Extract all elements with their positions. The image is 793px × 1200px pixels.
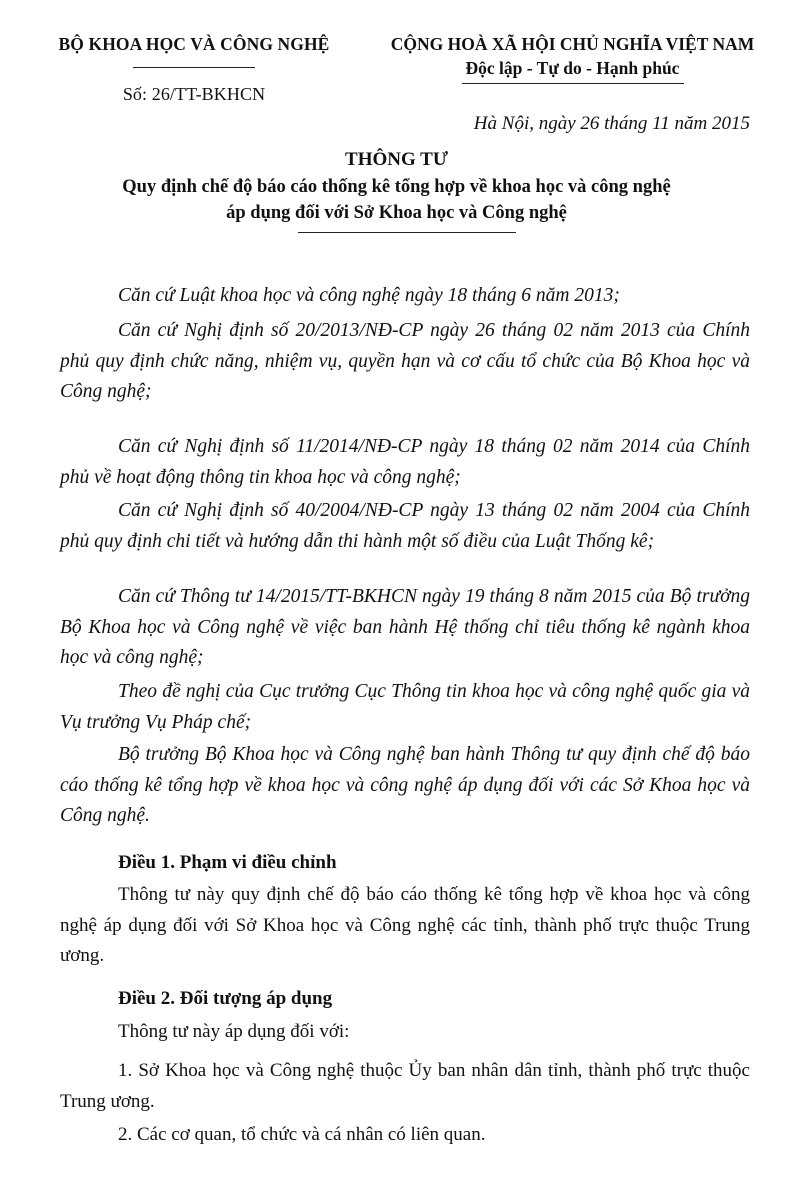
article-2-intro: Thông tư này áp dụng đối với: bbox=[118, 1021, 350, 1042]
ministry-underline bbox=[133, 67, 255, 68]
preamble-paragraph: Căn cứ Thông tư 14/2015/TT-BKHCN ngày 19 tháng 8 năm 2015 của Bộ trưởng Bộ Khoa học và Công nghệ về việc ban hành Hệ thống chỉ tiêu thống kê ngành khoa học và công nghệ; bbox=[60, 586, 750, 668]
preamble-paragraph: Căn cứ Nghị định số 20/2013/NĐ-CP ngày 26 tháng 02 năm 2013 của Chính phủ quy định chức năng, nhiệm vụ, quyền hạn và cơ cấu tổ chức của Bộ Khoa học và Công nghệ; bbox=[60, 320, 750, 402]
preamble-paragraph: Bộ trưởng Bộ Khoa học và Công nghệ ban hành Thông tư quy định chế độ báo cáo thống kê tổng hợp về khoa học và công nghệ áp dụng đối với các Sở Khoa học và Công nghệ. bbox=[60, 744, 750, 826]
title-underline bbox=[298, 232, 516, 233]
national-header-block bbox=[380, 34, 765, 84]
issuer-block bbox=[36, 34, 352, 105]
preamble-paragraph: Căn cứ Nghị định số 11/2014/NĐ-CP ngày 18 tháng 02 năm 2014 của Chính phủ về hoạt động thông tin khoa học và công nghệ; bbox=[60, 436, 750, 488]
ministry-name: BỘ KHOA HỌC VÀ CÔNG NGHỆ bbox=[58, 34, 330, 54]
preamble-paragraph: Căn cứ Luật khoa học và công nghệ ngày 18 tháng 6 năm 2013; bbox=[118, 285, 620, 306]
document-title-line-1: Quy định chế độ báo cáo thống kê tổng hợp về khoa học và công nghệ bbox=[122, 177, 671, 197]
preamble-paragraph: Căn cứ Nghị định số 40/2004/NĐ-CP ngày 13 tháng 02 năm 2004 của Chính phủ quy định chi tiết và hướng dẫn thi hành một số điều của Luật Thống kê; bbox=[60, 500, 750, 552]
article-2-item: 2. Các cơ quan, tổ chức và cá nhân có liên quan. bbox=[118, 1124, 486, 1145]
document-number: Số: 26/TT-BKHCN bbox=[122, 84, 266, 104]
document-title-line-2: áp dụng đối với Sở Khoa học và Công nghệ bbox=[226, 203, 567, 223]
article-2-item: 1. Sở Khoa học và Công nghệ thuộc Ủy ban nhân dân tỉnh, thành phố trực thuộc Trung ương. bbox=[60, 1060, 750, 1112]
national-motto: Độc lập - Tự do - Hạnh phúc bbox=[465, 58, 680, 78]
document-title bbox=[60, 174, 733, 226]
article-1-heading: Điều 1. Phạm vi điều chỉnh bbox=[118, 852, 337, 873]
country-name: CỘNG HOÀ XÃ HỘI CHỦ NGHĨA VIỆT NAM bbox=[390, 34, 755, 54]
article-2-heading: Điều 2. Đối tượng áp dụng bbox=[118, 988, 333, 1009]
article-1-body: Thông tư này quy định chế độ báo cáo thống kê tổng hợp về khoa học và công nghệ áp dụng đối với Sở Khoa học và Công nghệ các tỉnh, thành phố trực thuộc Trung ương. bbox=[60, 884, 750, 966]
issue-date: Hà Nội, ngày 26 tháng 11 năm 2015 bbox=[473, 113, 750, 134]
preamble-paragraph: Theo đề nghị của Cục trưởng Cục Thông tin khoa học và công nghệ quốc gia và Vụ trưởng Vụ Pháp chế; bbox=[60, 681, 750, 733]
document-type: THÔNG TƯ bbox=[345, 149, 448, 170]
motto-underline bbox=[462, 83, 684, 84]
